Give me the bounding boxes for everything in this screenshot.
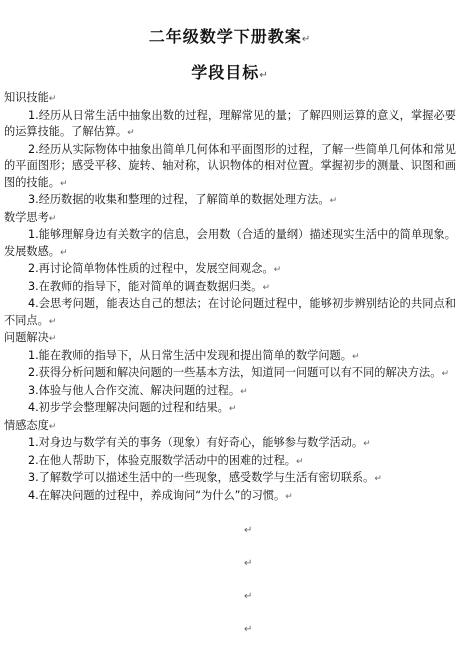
paragraph-mark: ↵ [48,316,57,327]
paragraph-mark: ↵ [244,558,253,569]
paragraph-mark: ↵ [441,369,449,379]
document-subtitle [0,60,460,83]
paragraph-mark: ↵ [48,213,57,224]
paragraph-mark: ↵ [228,404,237,414]
paragraph-mark: ↵ [301,34,312,45]
paragraph-mark: ↵ [59,178,68,189]
document-body [4,90,456,505]
paragraph-mark: ↵ [127,128,135,138]
paragraph-mark: ↵ [244,525,253,536]
list-item: 3.了解数学可以描述生活中的一些现象，感受数学与生活有密切联系。↵ [28,471,382,484]
document-subtitle-text: 学段目标 [191,63,260,82]
list-item: 2.获得分析问题和解决问题的一些基本方法，知道同一问题可以有不同的解决方法。↵ [28,366,449,379]
paragraph-mark: ↵ [262,282,270,293]
paragraph-mark: ↵ [59,247,68,258]
paragraph-mark: ↵ [374,474,382,484]
list-item: 4.在解决问题的过程中，养成询问“为什么”的习惯。↵ [28,488,293,502]
section-heading-math-thinking: 数学思考↵ [4,210,57,224]
blank-paragraphs [244,525,252,657]
paragraph-mark: ↵ [296,456,304,467]
list-item: 3.经历数据的收集和整理的过程，了解简单的数据处理方法。↵ [28,193,338,206]
list-item: 3.体验与他人合作交流、解决问题的过程。↵ [28,383,248,397]
list-item: 1.能够理解身边有关数字的信息，会用数（合适的量纲）描述现实生活中的简单现象。发展数感。↵ [4,228,456,258]
paragraph-mark: ↵ [351,351,360,362]
paragraph-mark: ↵ [244,624,253,635]
section-heading-attitude: 情感态度↵ [4,418,57,432]
list-item: 1.经历从日常生活中抽象出数的过程，理解常见的量；了解四则运算的意义，掌握必要的运算技能。了解估算。↵ [4,108,456,138]
list-item: 2.在他人帮助下，体验克服数学活动中的困难的过程。↵ [28,453,304,467]
paragraph-mark: ↵ [244,591,253,602]
document-title-text: 二年级数学下册教案 [148,27,302,46]
paragraph-mark: ↵ [240,386,248,397]
paragraph-mark: ↵ [48,334,57,344]
list-item: 1.能在教师的指导下，从日常生活中发现和提出简单的数学问题。↵ [28,348,360,362]
paragraph-mark: ↵ [363,439,371,449]
list-item: 4.初步学会整理解决问题的过程和结果。↵ [28,401,237,414]
paragraph-mark: ↵ [48,94,57,104]
document-title [0,24,460,47]
list-item: 1.对身边与数学有关的事务（现象）有好奇心，能够参与数学活动。↵ [28,436,371,449]
section-heading-problem-solving: 问题解决↵ [4,331,57,344]
paragraph-mark: ↵ [273,265,282,275]
list-item: 3.在教师的指导下，能对简单的调查数据归类。↵ [28,279,270,293]
section-heading-knowledge-skills: 知识技能↵ [4,91,57,104]
paragraph-mark: ↵ [285,491,293,502]
list-item: 2.再讨论简单物体性质的过程中，发展空间观念。↵ [28,262,282,275]
paragraph-mark: ↵ [329,196,338,206]
paragraph-mark: ↵ [48,421,57,432]
paragraph-mark: ↵ [259,70,269,81]
list-item: 4.会思考问题，能表达自己的想法；在讨论问题过程中，能够初步辨别结论的共同点和不同点。↵ [4,297,456,327]
list-item: 2.经历从实际物体中抽象出简单几何体和平面图形的过程，了解一些简单几何体和常见的平面图形；感受平移、旋转、轴对称，认识物体的相对位置。掌握初步的测量、识图和画图的技能。↵ [4,142,456,189]
